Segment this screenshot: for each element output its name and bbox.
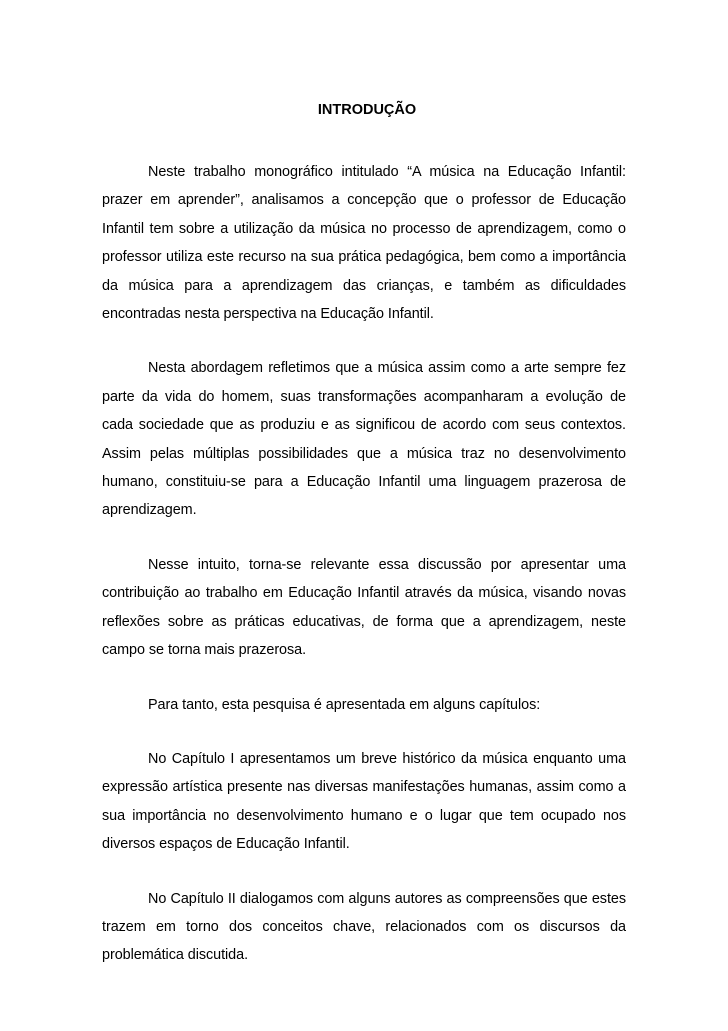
paragraph-6: No Capítulo II dialogamos com alguns autores as compreensões que estes trazem em torno dos conceitos chave, relacionados com os discursos da problemática discutida. (102, 890, 626, 964)
paragraph-4: Para tanto, esta pesquisa é apresentada em alguns capítulos: (148, 696, 541, 713)
document-body (102, 158, 626, 996)
paragraph-3: Nesse intuito, torna-se relevante essa discussão por apresentar uma contribuição ao trabalho em Educação Infantil através da música, visando novas reflexões sobre as práticas educativas, de forma que a aprendizagem, neste campo se torna mais prazerosa. (102, 556, 626, 659)
paragraph-5: No Capítulo I apresentamos um breve histórico da música enquanto uma expressão artística presente nas diversas manifestações humanas, assim como a sua importância no desenvolvimento humano e o lugar que tem ocupado nos diversos espaços de Educação Infantil. (102, 750, 626, 853)
paragraph-1: Neste trabalho monográfico intitulado “A música na Educação Infantil: prazer em aprender”, analisamos a concepção que o professor de Educação Infantil tem sobre a utilização da música no processo de aprendizagem, como o professor utiliza este recurso na sua prática pedagógica, bem como a importância da música para a aprendizagem das crianças, e também as dificuldades encontradas nesta perspectiva na Educação Infantil. (102, 164, 626, 323)
paragraph-2: Nesta abordagem refletimos que a música assim como a arte sempre fez parte da vida do homem, suas transformações acompanharam a evolução de cada sociedade que as produziu e as significou de acordo com seus contextos. Assim pelas múltiplas possibilidades que a música traz no desenvolvimento humano, constituiu-se para a Educação Infantil uma linguagem prazerosa de aprendizagem. (102, 360, 626, 519)
page-title: INTRODUÇÃO (317, 102, 417, 118)
